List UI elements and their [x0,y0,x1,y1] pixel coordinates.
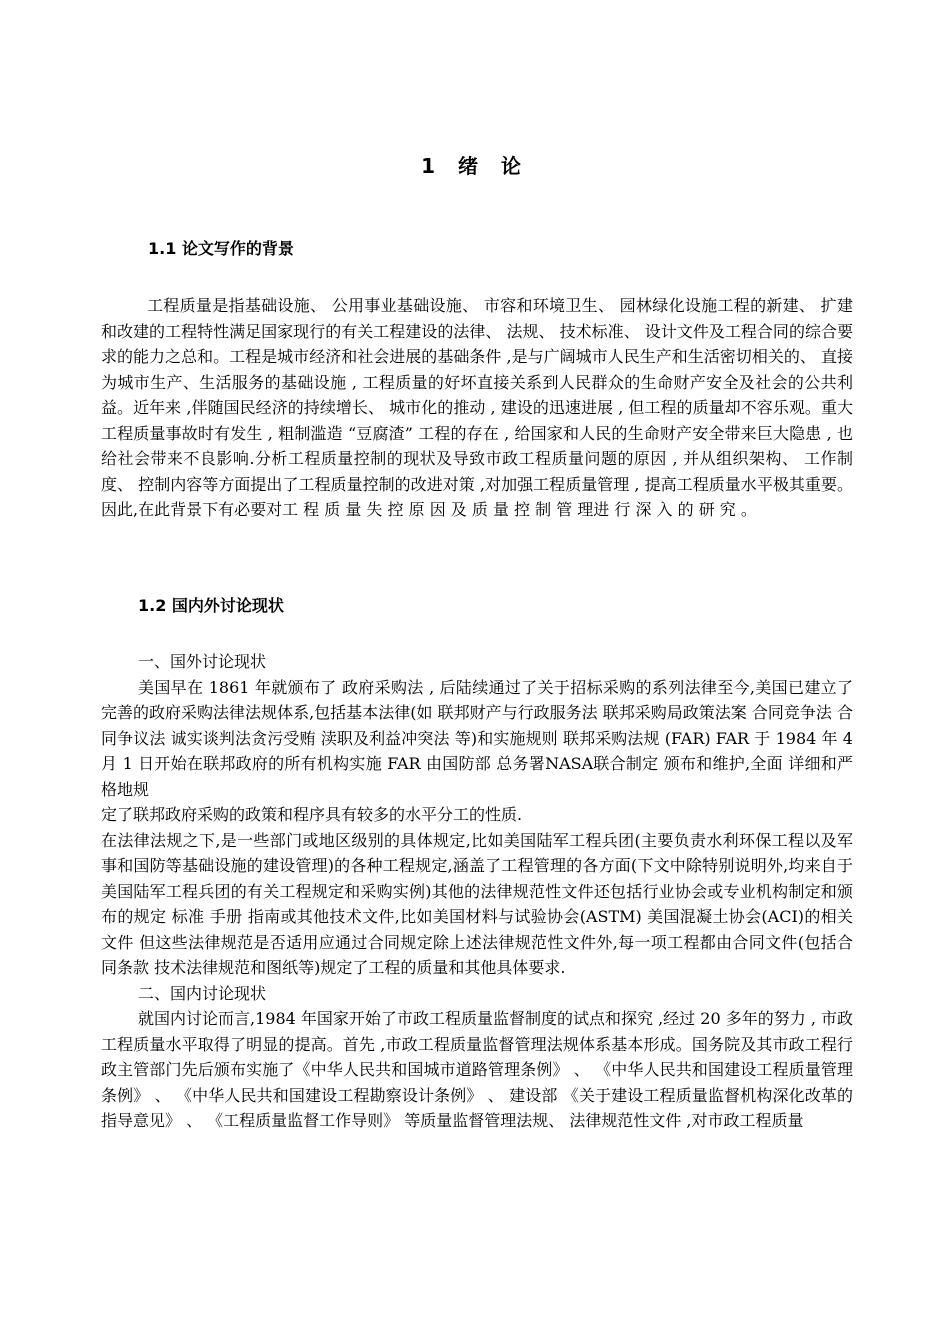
background-paragraph: 工程质量是指基础设施、 公用事业基础设施、 市容和环境卫生、 园林绿化设施工程的新建、 扩建和改建的工程特性满足国家现行的有关工程建设的法律、 法规、 技术标准、 设计文件及工程合同的综合要求的能力之总和。工程是城市经济和社会进展的基础条件 ,是与广阔城市人民生产和生活密切相关的、 直接为城市生产、生活服务的基础设施 , 工程质量的好坏直接关系到人民群众的生命财产安全及社会的公共利益。近年来 ,伴随国民经济的持续增长、 城市化的推动 , 建设的迅速进展 , 但工程的质量却不容乐观。重大工程质量事故时有发生 , 粗制滥造 “豆腐渣” 工程的存在 , 给国家和人民的生命财产安全带来巨大隐患 , 也给社会带来不良影响.分析工程质量控制的现状及导致市政工程质量问题的原因 , 并从组织架构、 工作制度、 控制内容等方面提出了工程质量控制的改进对策 ,对加强工程质量管理 , 提高工程质量水平极其重要。因此,在此背景下有必要对工 程 质 量 失 控 原 因 及 质 量 控 制 管 理进 行 深 入 的 研 究 。 [101,296,853,519]
section-heading-background: 1.1 论文写作的背景 [148,239,294,258]
foreign-paragraph-1: 美国早在 1861 年就颁布了 政府采购法 , 后陆续通过了关于招标采购的系列法律至今,美国已建立了完善的政府采购法律法规体系,包括基本法律(如 联邦财产与行政服务法 联邦采购局政策法案 合同竞争法 合同争议法 诚实谈判法贪污受贿 渎职及利益冲突法 等)和实施规则 联邦采购法规 (FAR) FAR 于 1984 年 4 月 1 日开始在联邦政府的所有机构实施 FAR 由国防部 总务署NASA联合制定 颁布和维护,全面 详细和严格地规 [101,677,853,799]
domestic-status-heading: 二、国内讨论现状 [138,983,267,1003]
foreign-paragraph-2: 定了联邦政府采购的政策和程序具有较多的水平分工的性质. [101,805,523,824]
foreign-status-heading: 一、国外讨论现状 [138,652,267,671]
foreign-paragraph-3: 在法律法规之下,是一些部门或地区级别的具体规定,比如美国陆军工程兵团(主要负责水利环保工程以及军事和国防等基础设施的建设管理)的各种工程规定,涵盖了工程管理的各方面(下文中除特别说明外,均来自于美国陆军工程兵团的有关工程规定和采购实例)其他的法律规范性文件还包括行业协会或专业机构制定和颁布的规定 标准 手册 指南或其他技术文件,比如美国材料与试验协会(ASTM) 美国混凝土协会(ACI)的相关文件 但这些法律规范是否适用应通过合同规定除上述法律规范性文件外,每一项工程都由合同文件(包括合同条款 技术法律规范和图纸等)规定了工程的质量和其他具体要求. [101,830,853,977]
section-heading-research-status: 1.2 国内外讨论现状 [138,596,284,615]
section-1-body [101,293,853,523]
chapter-title: 1 绪 论 [421,154,529,178]
section-2-body [101,649,853,1134]
domestic-paragraph-1: 就国内讨论而言,1984 年国家开始了市政工程质量监督制度的试点和探究 ,经过 20 多年的努力 , 市政工程质量水平取得了明显的提高。首先 ,市政工程质量监督管理法规体系基本形成。国务院及其市政工程行政主管部门先后颁布实施了《中华人民共和国城市道路管理条例》 、 《中华人民共和国建设工程质量管理条例》 、 《中华人民共和国建设工程勘察设计条例》 、 建设部 《关于建设工程质量监督机构深化改革的指导意见》 、 《工程质量监督工作导则》 等质量监督管理法规、 法律规范性文件 ,对市政工程质量 [101,1009,853,1130]
